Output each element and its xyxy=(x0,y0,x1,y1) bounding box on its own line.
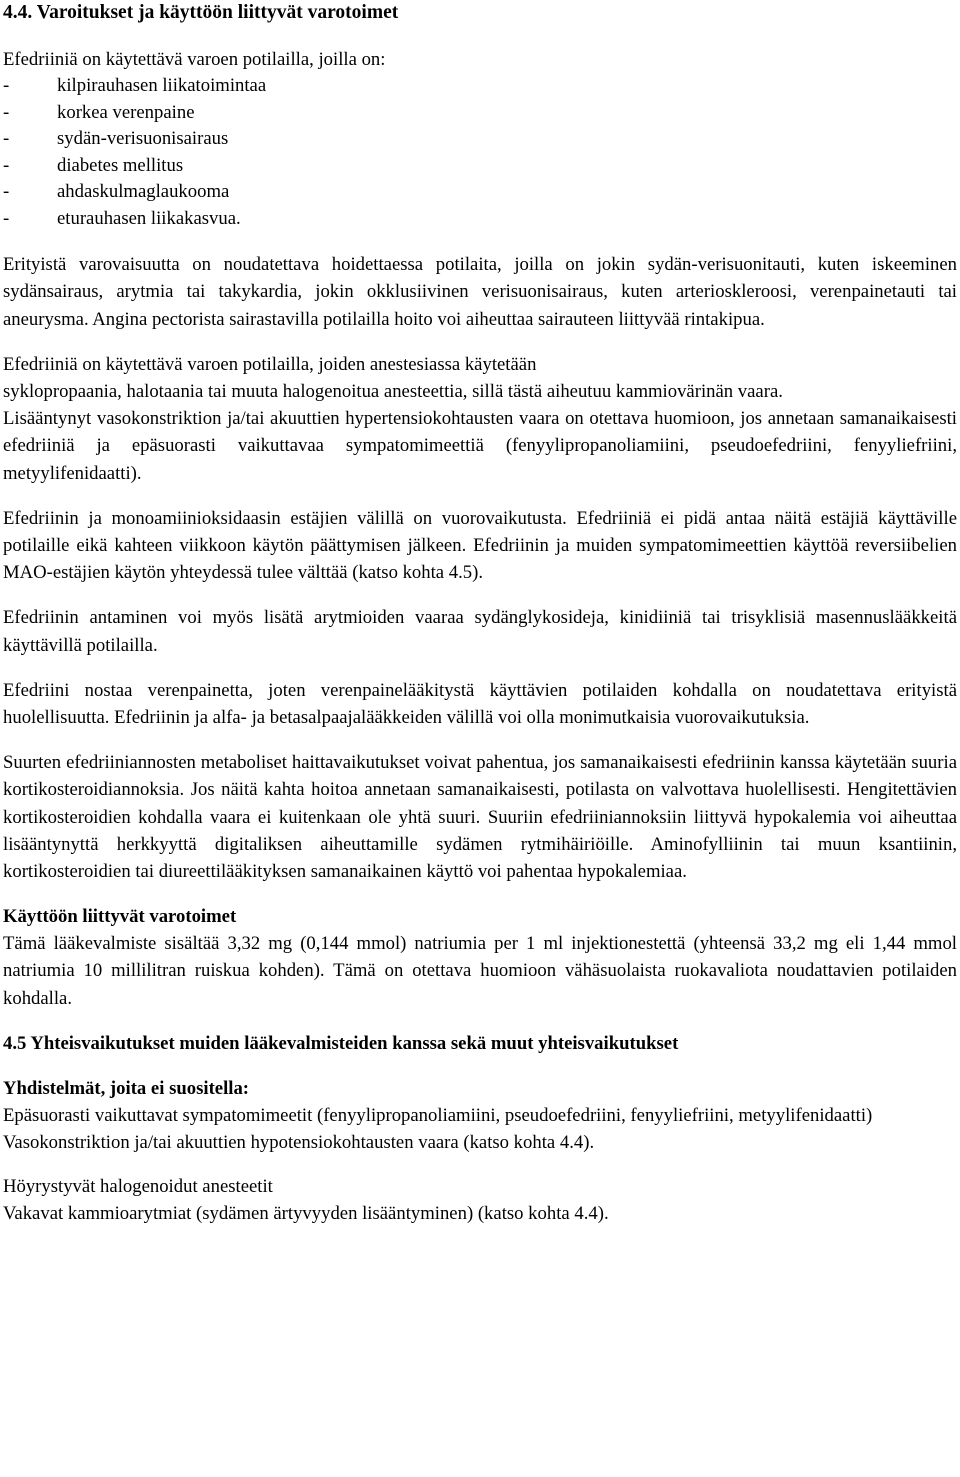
list-item: - eturauhasen liikakasvua. xyxy=(3,206,957,233)
spacer xyxy=(3,586,957,604)
dash-bullet: - xyxy=(3,207,10,229)
paragraph-cardiovascular: Erityistä varovaisuutta on noudatettava hoidettaessa potilaita, joilla on jokin sydän-verisuonitauti, kuten iskeeminen sydänsairaus, arytmia tai takykardia, jokin okklusiivinen verisuonisairaus, kuten arterioskleroosi, verenpainetauti tai aneurysma. Angina pectorista sairastavilla potilailla hoito voi aiheuttaa sairauteen liittyvää rintakipua. xyxy=(3,254,957,330)
list-item: - diabetes mellitus xyxy=(3,153,957,180)
conditions-intro: Efedriiniä on käytettävä varoen potilailla, joilla on: xyxy=(3,49,386,70)
not-recommended-heading: Yhdistelmät, joita ei suositella: xyxy=(3,1077,250,1099)
list-item: - korkea verenpaine xyxy=(3,100,957,127)
paragraph-anaesthesia-line1: Efedriiniä on käytettävä varoen potilailla, joiden anestesiassa käytetään xyxy=(3,353,537,375)
spacer xyxy=(3,885,957,903)
spacer xyxy=(3,1012,957,1030)
dash-bullet: - xyxy=(3,75,10,97)
spacer xyxy=(3,731,957,749)
spacer xyxy=(3,1057,957,1075)
paragraph-corticosteroids: Suurten efedriiniannosten metaboliset haittavaikutukset voivat pahentua, jos samanaikaisesti efedriinin kanssa käytetään suuria kortikosteroidiannoksia. Jos näitä kahta hoitoa annetaan samanaikaisesti, potilasta on valvottava huolellisesti. Hengitettävien kortikosteroidien kohdalla vaara ei kuitenkaan ole yhtä suuri. Suuriin efedriiniannoksiin liittyvä hypokalemia voi aiheuttaa lisääntynyttä herkkyyttä digitaliksen aiheuttamille sydämen rytmihäiriöille. Aminofylliinin tai muun ksantiinin, kortikosteroidien tai diureettilääkityksen samanaikainen käyttö voi pahentaa hypokalemiaa. xyxy=(3,752,957,883)
dash-bullet: - xyxy=(3,128,10,150)
spacer xyxy=(3,232,957,251)
spacer xyxy=(3,27,957,46)
dash-bullet: - xyxy=(3,154,10,176)
spacer xyxy=(3,659,957,677)
paragraph-blood-pressure: Efedriini nostaa verenpainetta, joten verenpainelääkitystä käyttävien potilaiden kohdalla on noudatettava erityistä huolellisuutta. Efedriinin ja alfa- ja betasalpaajalääkkeiden välillä voi olla monimutkaisia vuorovaikutuksia. xyxy=(3,679,957,729)
spacer xyxy=(3,333,957,351)
interaction-anaesthetics-text: Vakavat kammioarytmiat (sydämen ärtyvyyden lisääntyminen) (katso kohta 4.4). xyxy=(3,1203,609,1225)
interaction-sympathomimetics: Epäsuorasti vaikuttavat sympatomimeetit (fenyylipropanoliamiini, pseudoefedriini, fenyyliefriini, metyylifenidaatti) xyxy=(3,1104,873,1126)
section-4-5-heading: 4.5 Yhteisvaikutukset muiden lääkevalmisteiden kanssa sekä muut yhteisvaikutukset xyxy=(3,1032,679,1054)
list-item: - ahdaskulmaglaukooma xyxy=(3,179,957,206)
paragraph-mao-inhibitors: Efedriinin ja monoamiinioksidaasin estäjien välillä on vuorovaikutusta. Efedriiniä ei pidä antaa näitä estäjiä käyttäville potilaille eikä kahteen viikkoon käytön päättymisen jälkeen. Efedriinin ja muiden sympatomimeettien käyttöä reversiibelien MAO-estäjien käytön yhteydessä tulee välttää (katso kohta 4.5). xyxy=(3,507,957,584)
section-4-4-heading: 4.4. Varoitukset ja käyttöön liittyvät varotoimet xyxy=(3,2,399,23)
paragraph-anaesthesia-rest: syklopropaania, halotaania tai muuta halogenoitua anesteettia, sillä tästä aiheutuu kammiovärinän vaara. xyxy=(3,381,783,403)
paragraph-arrhythmia: Efedriinin antaminen voi myös lisätä arytmioiden vaaraa sydänglykosideja, kinidiiniä tai trisyklisiä masennuslääkkeitä käyttävillä potilailla. xyxy=(3,607,957,656)
list-item: - kilpirauhasen liikatoimintaa xyxy=(3,73,957,100)
precautions-heading: Käyttöön liittyvät varotoimet xyxy=(3,906,237,928)
interaction-vasoconstriction-risk: Vasokonstriktion ja/tai akuuttien hypotensiokohtausten vaara (katso kohta 4.4). xyxy=(3,1132,595,1154)
list-item: - sydän-verisuonisairaus xyxy=(3,126,957,153)
spacer xyxy=(3,487,957,505)
spacer xyxy=(3,1156,957,1173)
paragraph-vasoconstriction: Lisääntynyt vasokonstriktion ja/tai akuuttien hypertensiokohtausten vaara on otettava huomioon, jos annetaan samanaikaisesti efedriiniä ja epäsuorasti vaikuttavaa sympatomimeettiä (fenyylipropanoliamiini, pseudoefedriini, fenyyliefriini, metyylifenidaatti). xyxy=(3,408,957,484)
dash-bullet: - xyxy=(3,181,10,203)
dash-bullet: - xyxy=(3,101,10,123)
conditions-list xyxy=(3,73,957,232)
interaction-anaesthetics-title: Höyrystyvät halogenoidut anesteetit xyxy=(3,1176,273,1198)
paragraph-sodium: Tämä lääkevalmiste sisältää 3,32 mg (0,144 mmol) natriumia per 1 ml injektionestettä (yhteensä 33,2 mg eli 1,44 mmol natriumia 10 millilitran ruiskua kohden). Tämä on otettava huomioon vähäsuolaista ruokavaliota noudattavien potilaiden kohdalla. xyxy=(3,933,957,1009)
